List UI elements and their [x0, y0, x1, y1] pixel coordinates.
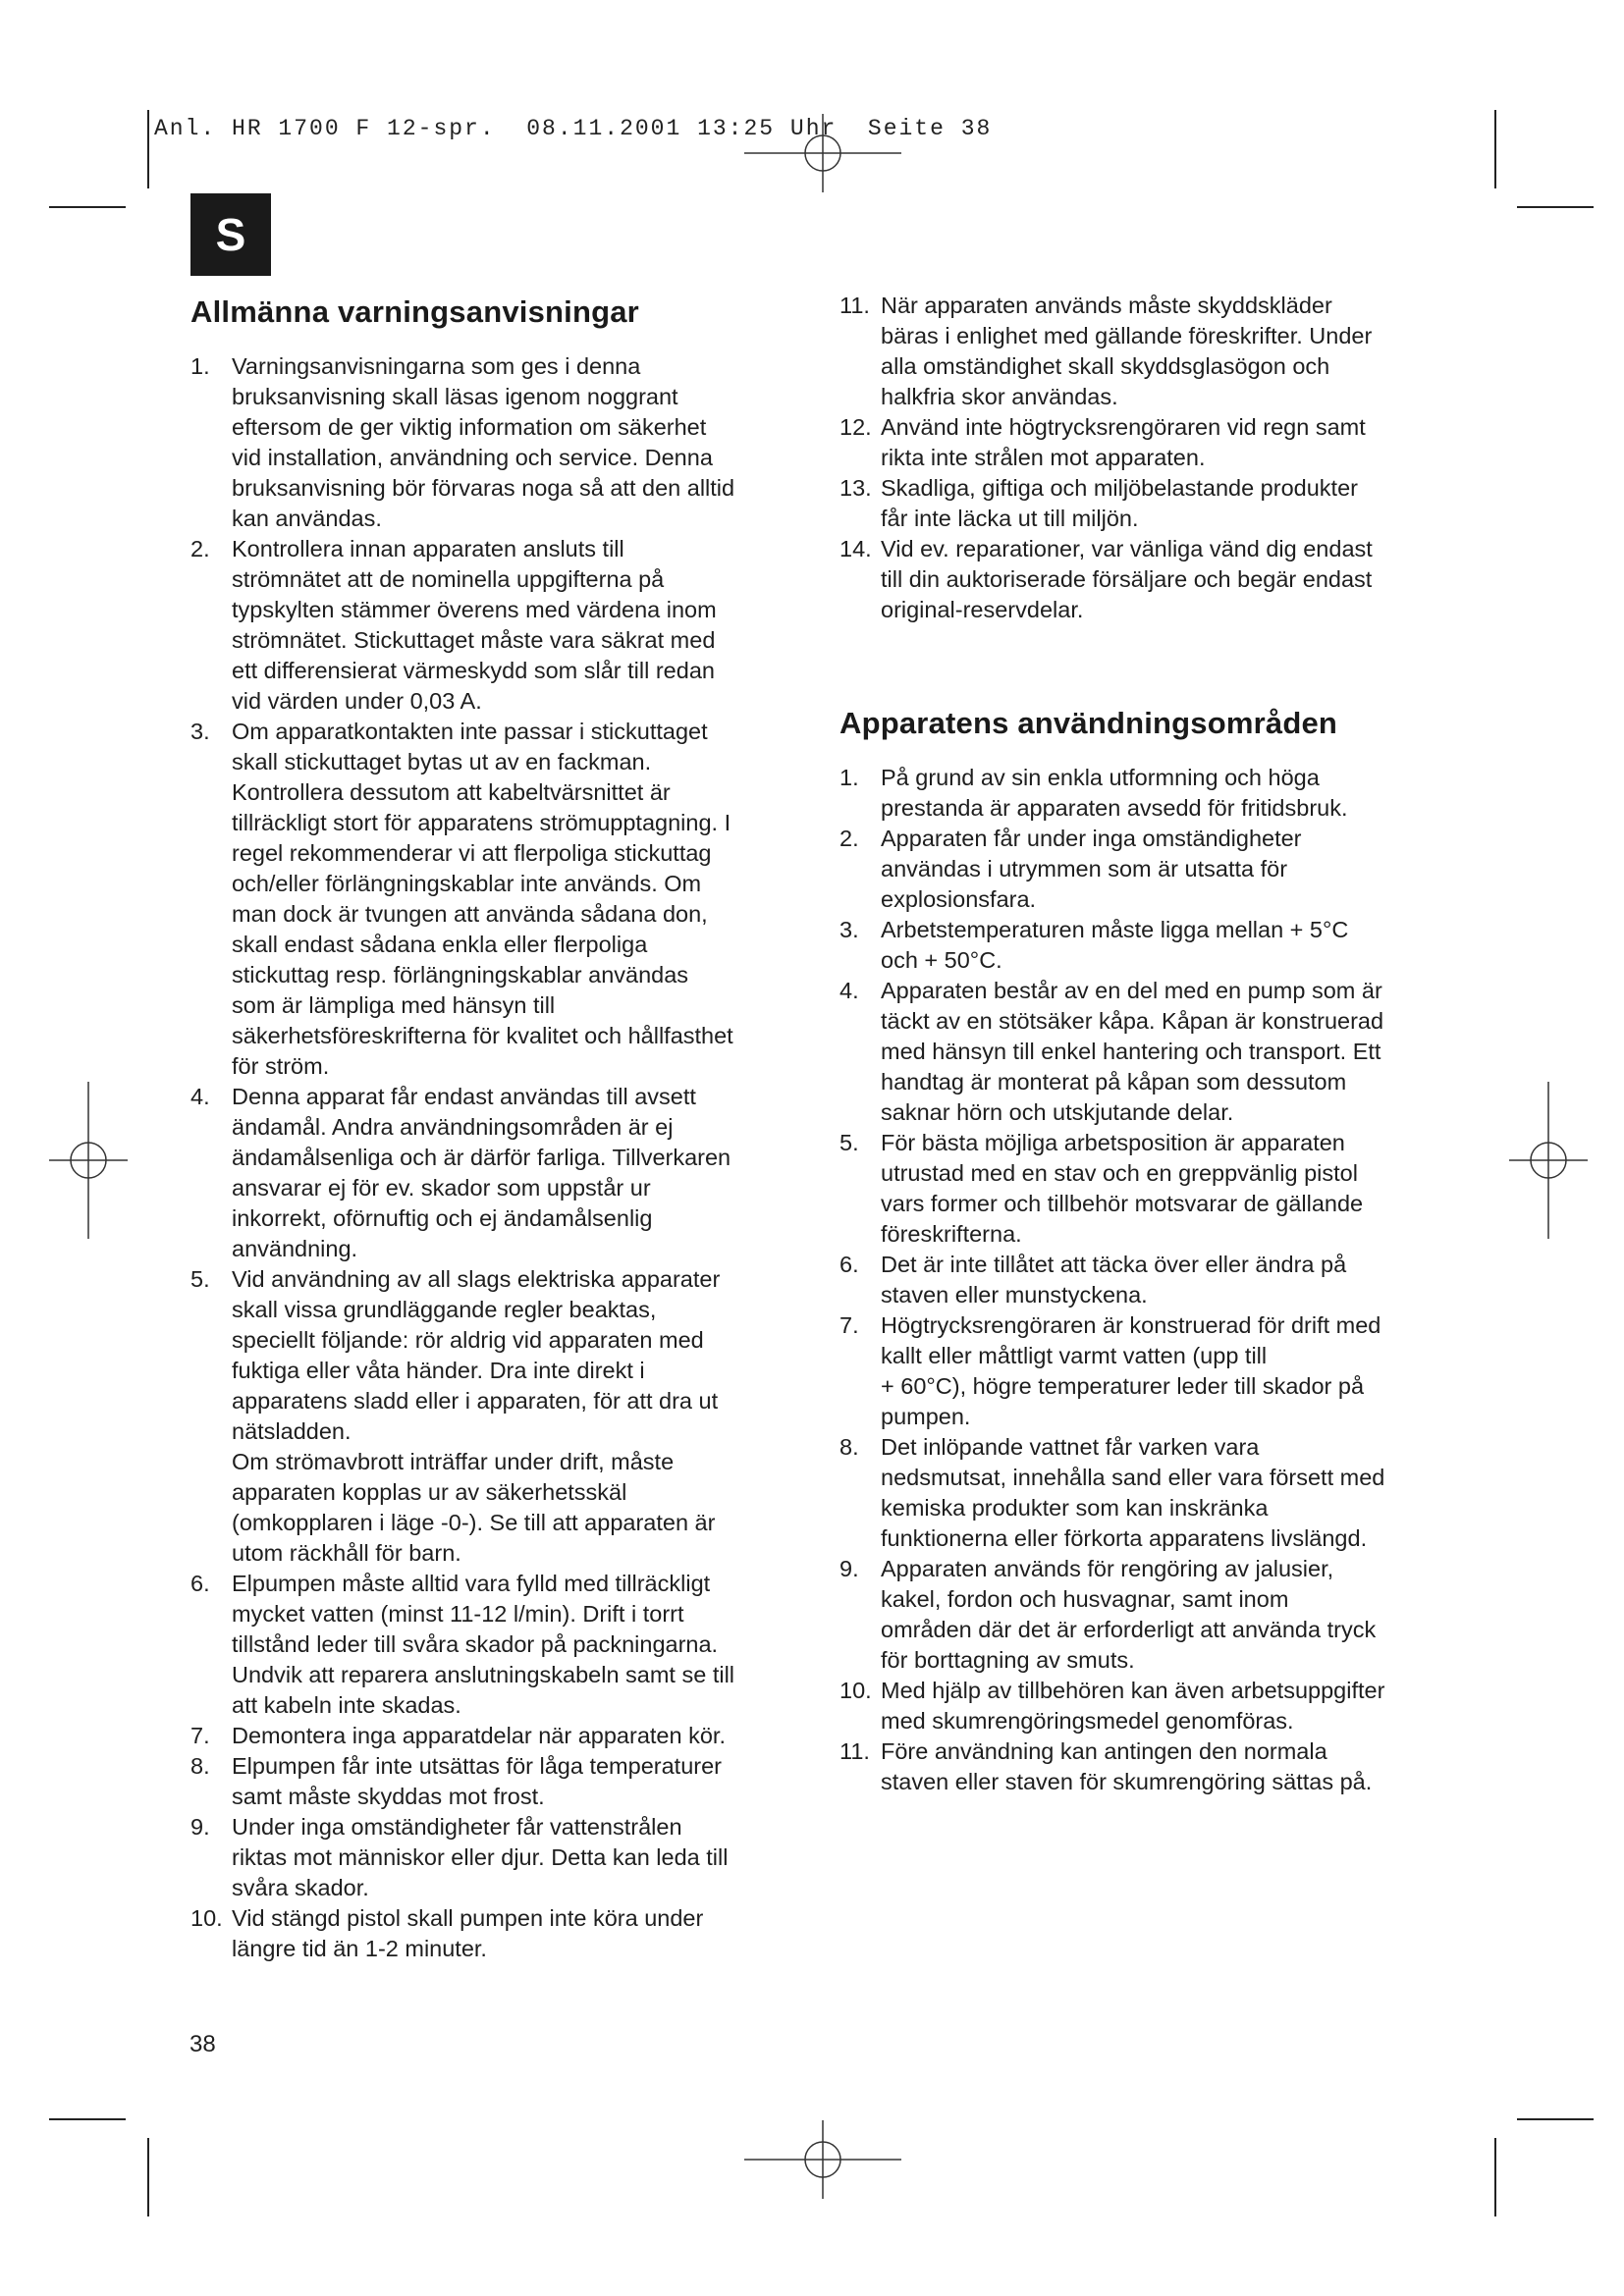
usage-heading: Apparatens användningsområden [839, 706, 1338, 740]
list-item: 14. Vid ev. reparationer, var vänliga vänd dig endast till din auktoriserade försäljare och begär endast original-reservdelar. [839, 536, 1373, 622]
print-slug: Anl. HR 1700 F 12-spr. 08.11.2001 13:25 Uhr Seite 38 [154, 116, 993, 141]
language-tab: S [190, 193, 271, 276]
list-item: 2. Apparaten får under inga omständigheter användas i utrymmen som är utsatta för explosionsfara. [839, 826, 1302, 912]
crop-mark-top-left-v [147, 110, 149, 188]
list-item: 6. Det är inte tillåtet att täcka över eller ändra på staven eller munstyckena. [839, 1252, 1347, 1308]
registration-mark-bottom-icon [744, 2120, 901, 2199]
list-item: 9. Under inga omständigheter får vattenstrålen riktas mot människor eller djur. Detta kan leda till svåra skador. [190, 1814, 729, 1900]
list-item: 8. Elpumpen får inte utsättas för låga temperaturer samt måste skyddas mot frost. [190, 1753, 722, 1809]
list-item: 7. Demontera inga apparatdelar när apparaten kör. [190, 1723, 726, 1748]
list-item: 10. Vid stängd pistol skall pumpen inte köra under längre tid än 1-2 minuter. [190, 1905, 704, 1961]
warnings-heading: Allmänna varningsanvisningar [190, 294, 639, 329]
list-item: 8. Det inlöpande vattnet får varken vara nedsmutsat, innehålla sand eller vara försett med kemiska produkter som kan inskränka funktionerna eller förkorta apparatens livslängd. [839, 1434, 1385, 1551]
crop-mark-bottom-left-h [49, 2118, 126, 2120]
list-item: 5. Vid användning av all slags elektriska apparater skall vissa grundläggande regler beaktas, speciellt följande: rör aldrig vid apparaten med fuktiga eller våta händer. Dra inte direkt i apparatens sladd eller i apparaten, för att dra ut nätsladden. Om strömavbrott inträffar under drift, måste apparaten kopplas ur av säkerhetsskäl (omkopplaren i läge -0-). Se till att apparaten är utom räckhåll för barn. [190, 1266, 721, 1566]
left-column [190, 294, 794, 1964]
crop-mark-bottom-right-h [1517, 2118, 1594, 2120]
registration-mark-right-icon [1509, 1082, 1588, 1239]
registration-mark-top-icon [744, 114, 901, 192]
list-item: 1. På grund av sin enkla utformning och höga prestanda är apparaten avsedd för fritidsbruk. [839, 765, 1348, 821]
section-spacer [839, 625, 1443, 706]
list-item: 12. Använd inte högtrycksrengöraren vid regn samt rikta inte strålen mot apparaten. [839, 414, 1366, 470]
list-item: 1. Varningsanvisningarna som ges i denna bruksanvisning skall läsas igenom noggrant eftersom de ger viktig information om säkerhet vid installation, användning och service. Denna bruksanvisning bör förvaras noga så att den alltid kan användas. [190, 353, 735, 531]
list-item: 2. Kontrollera innan apparaten ansluts till strömnätet att de nominella uppgifterna på typskylten stämmer överens med värdena inom strömnätet. Stickuttaget måste vara säkrat med ett differensierat värmeskydd som slår till redan vid värden under 0,03 A. [190, 536, 717, 714]
page-number: 38 [189, 2031, 216, 2057]
crop-mark-top-right-v [1494, 110, 1496, 188]
list-item: 5. För bästa möjliga arbetsposition är apparaten utrustad med en stav och en greppvänlig pistol vars former och tillbehör motsvarar de gällande föreskrifterna. [839, 1130, 1364, 1247]
list-item: 11. När apparaten används måste skyddskläder bäras i enlighet med gällande föreskrifter. Under alla omständighet skall skyddsglasögon och halkfria skor användas. [839, 293, 1373, 409]
list-item: 13. Skadliga, giftiga och miljöbelastande produkter får inte läcka ut till miljön. [839, 475, 1358, 531]
list-item: 9. Apparaten används för rengöring av jalusier, kakel, fordon och husvagnar, samt inom områden där det är erforderligt att använda tryck för borttagning av smuts. [839, 1556, 1377, 1673]
list-item: 4. Denna apparat får endast användas till avsett ändamål. Andra användningsområden är ej ändamålsenliga och är därför farliga. Tillverkaren ansvarar ej för ev. skador som uppstår ur inkorrekt, oförnuftig och ej ändamålsenlig användning. [190, 1084, 731, 1261]
list-item: 7. Högtrycksrengöraren är konstruerad för drift med kallt eller måttligt varmt vatten (upp till + 60°C), högre temperaturer leder till skador på pumpen. [839, 1312, 1381, 1429]
warnings-list-continued [839, 291, 1443, 625]
crop-mark-bottom-left-v [147, 2138, 149, 2216]
crop-mark-top-left-h [49, 206, 126, 208]
list-item: 6. Elpumpen måste alltid vara fylld med tillräckligt mycket vatten (minst 11-12 l/min). Drift i torrt tillstånd leder till svåra skador på packningarna. Undvik att reparera anslutningskabeln samt se till att kabeln inte skadas. [190, 1571, 735, 1718]
list-item: 3. Arbetstemperaturen måste ligga mellan + 5°C och + 50°C. [839, 917, 1349, 973]
registration-mark-left-icon [49, 1082, 128, 1239]
crop-mark-top-right-h [1517, 206, 1594, 208]
usage-list [839, 763, 1443, 1797]
crop-mark-bottom-right-v [1494, 2138, 1496, 2216]
right-column [839, 291, 1443, 1797]
list-item: 10. Med hjälp av tillbehören kan även arbetsuppgifter med skumrengöringsmedel genomföras. [839, 1678, 1385, 1734]
list-item: 3. Om apparatkontakten inte passar i stickuttaget skall stickuttaget bytas ut av en fackman. Kontrollera dessutom att kabeltvärsnittet är tillräckligt stort för apparatens strömupptagning. I regel rekommenderar vi att flerpoliga stickuttag och/eller förlängningskablar inte används. Om man dock är tvungen att använda sådana don, skall endast sådana enkla eller flerpoliga stickuttag resp. förlängningskablar användas som är lämpliga med hänsyn till säkerhetsföreskrifterna för kvalitet och hållfasthet för ström. [190, 719, 733, 1079]
list-item: 4. Apparaten består av en del med en pump som är täckt av en stötsäker kåpa. Kåpan är konstruerad med hänsyn till enkel hantering och transport. Ett handtag är monterat på kåpan som dessutom saknar hörn och utskjutande delar. [839, 978, 1384, 1125]
warnings-list [190, 351, 794, 1964]
list-item: 11. Före användning kan antingen den normala staven eller staven för skumrengöring sättas på. [839, 1738, 1373, 1794]
